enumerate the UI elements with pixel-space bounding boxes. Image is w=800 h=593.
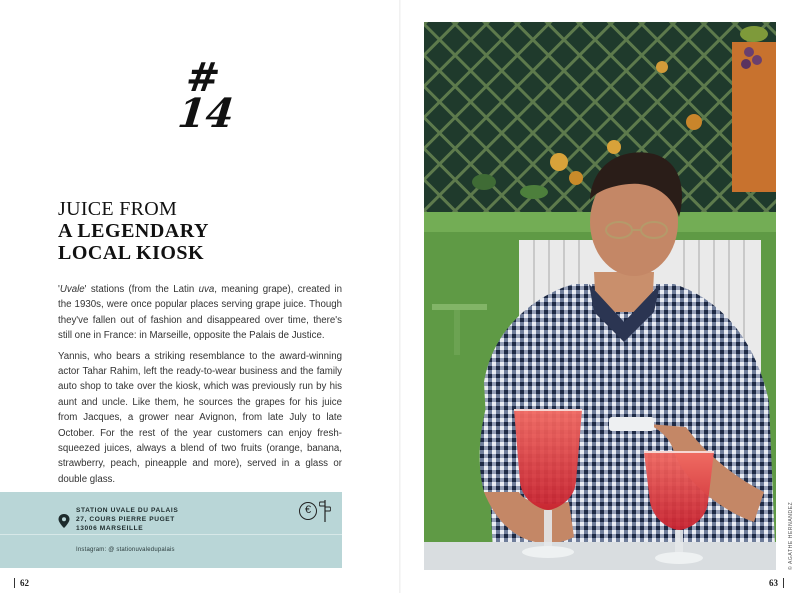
address-divider: [0, 534, 342, 535]
paragraph-1: 'Uvale' stations (from the Latin uva, meaning grape), created in the 1930s, were once popular places serving grape juice. Though they've fallen out of fashion and disappeared over time, there's still one in France: in Marseille, opposite the Palais de Justice.: [58, 284, 342, 342]
latin-word: uva: [198, 284, 215, 295]
page-number-left: 62: [14, 578, 29, 588]
uvale-word: Uvale: [59, 284, 85, 295]
chapter-number: [175, 54, 237, 137]
article-body: [58, 282, 342, 492]
title-line-3: LOCAL KIOSK: [58, 242, 205, 264]
signpost-icon: [319, 498, 331, 522]
euro-icon: €: [299, 502, 317, 520]
location-pin-icon: [58, 514, 70, 528]
paragraph-2: Yannis, who bears a striking resemblance to the award-winning actor Tahar Rahim, left the ready-to-wear business and the family auto shop to take over the kiosk, which was previously run by his aunt and uncle. Like them, he sources the grapes for his juice from Jacques, a grower near Avignon, from late July to late October. For the rest of the year customers can enjoy fresh-squeezed juices, always a blend of two fruits (orange, banana, strawberry, peach, pineapple and more), served in a glass or double glass.: [58, 350, 342, 485]
hash-mark: #: [183, 54, 223, 101]
city: 13006 MARSEILLE: [76, 525, 144, 532]
venue-name: STATION UVALE DU PALAIS: [76, 507, 179, 514]
page-number-right: 63: [769, 578, 784, 588]
street-address: 27, COURS PIERRE PUGET: [76, 516, 175, 523]
instagram-handle: Instagram: @ stationuvaledupalais: [76, 547, 175, 553]
number-14: 14: [175, 90, 237, 137]
address-text: [76, 506, 178, 533]
page-title: [58, 198, 358, 264]
title-line-2: A LEGENDARY: [58, 220, 209, 242]
title-line-1: JUICE FROM: [58, 198, 178, 220]
kiosk-photo: [424, 22, 776, 570]
photo-credit: © AGATHE HERNANDEZ: [788, 501, 794, 570]
